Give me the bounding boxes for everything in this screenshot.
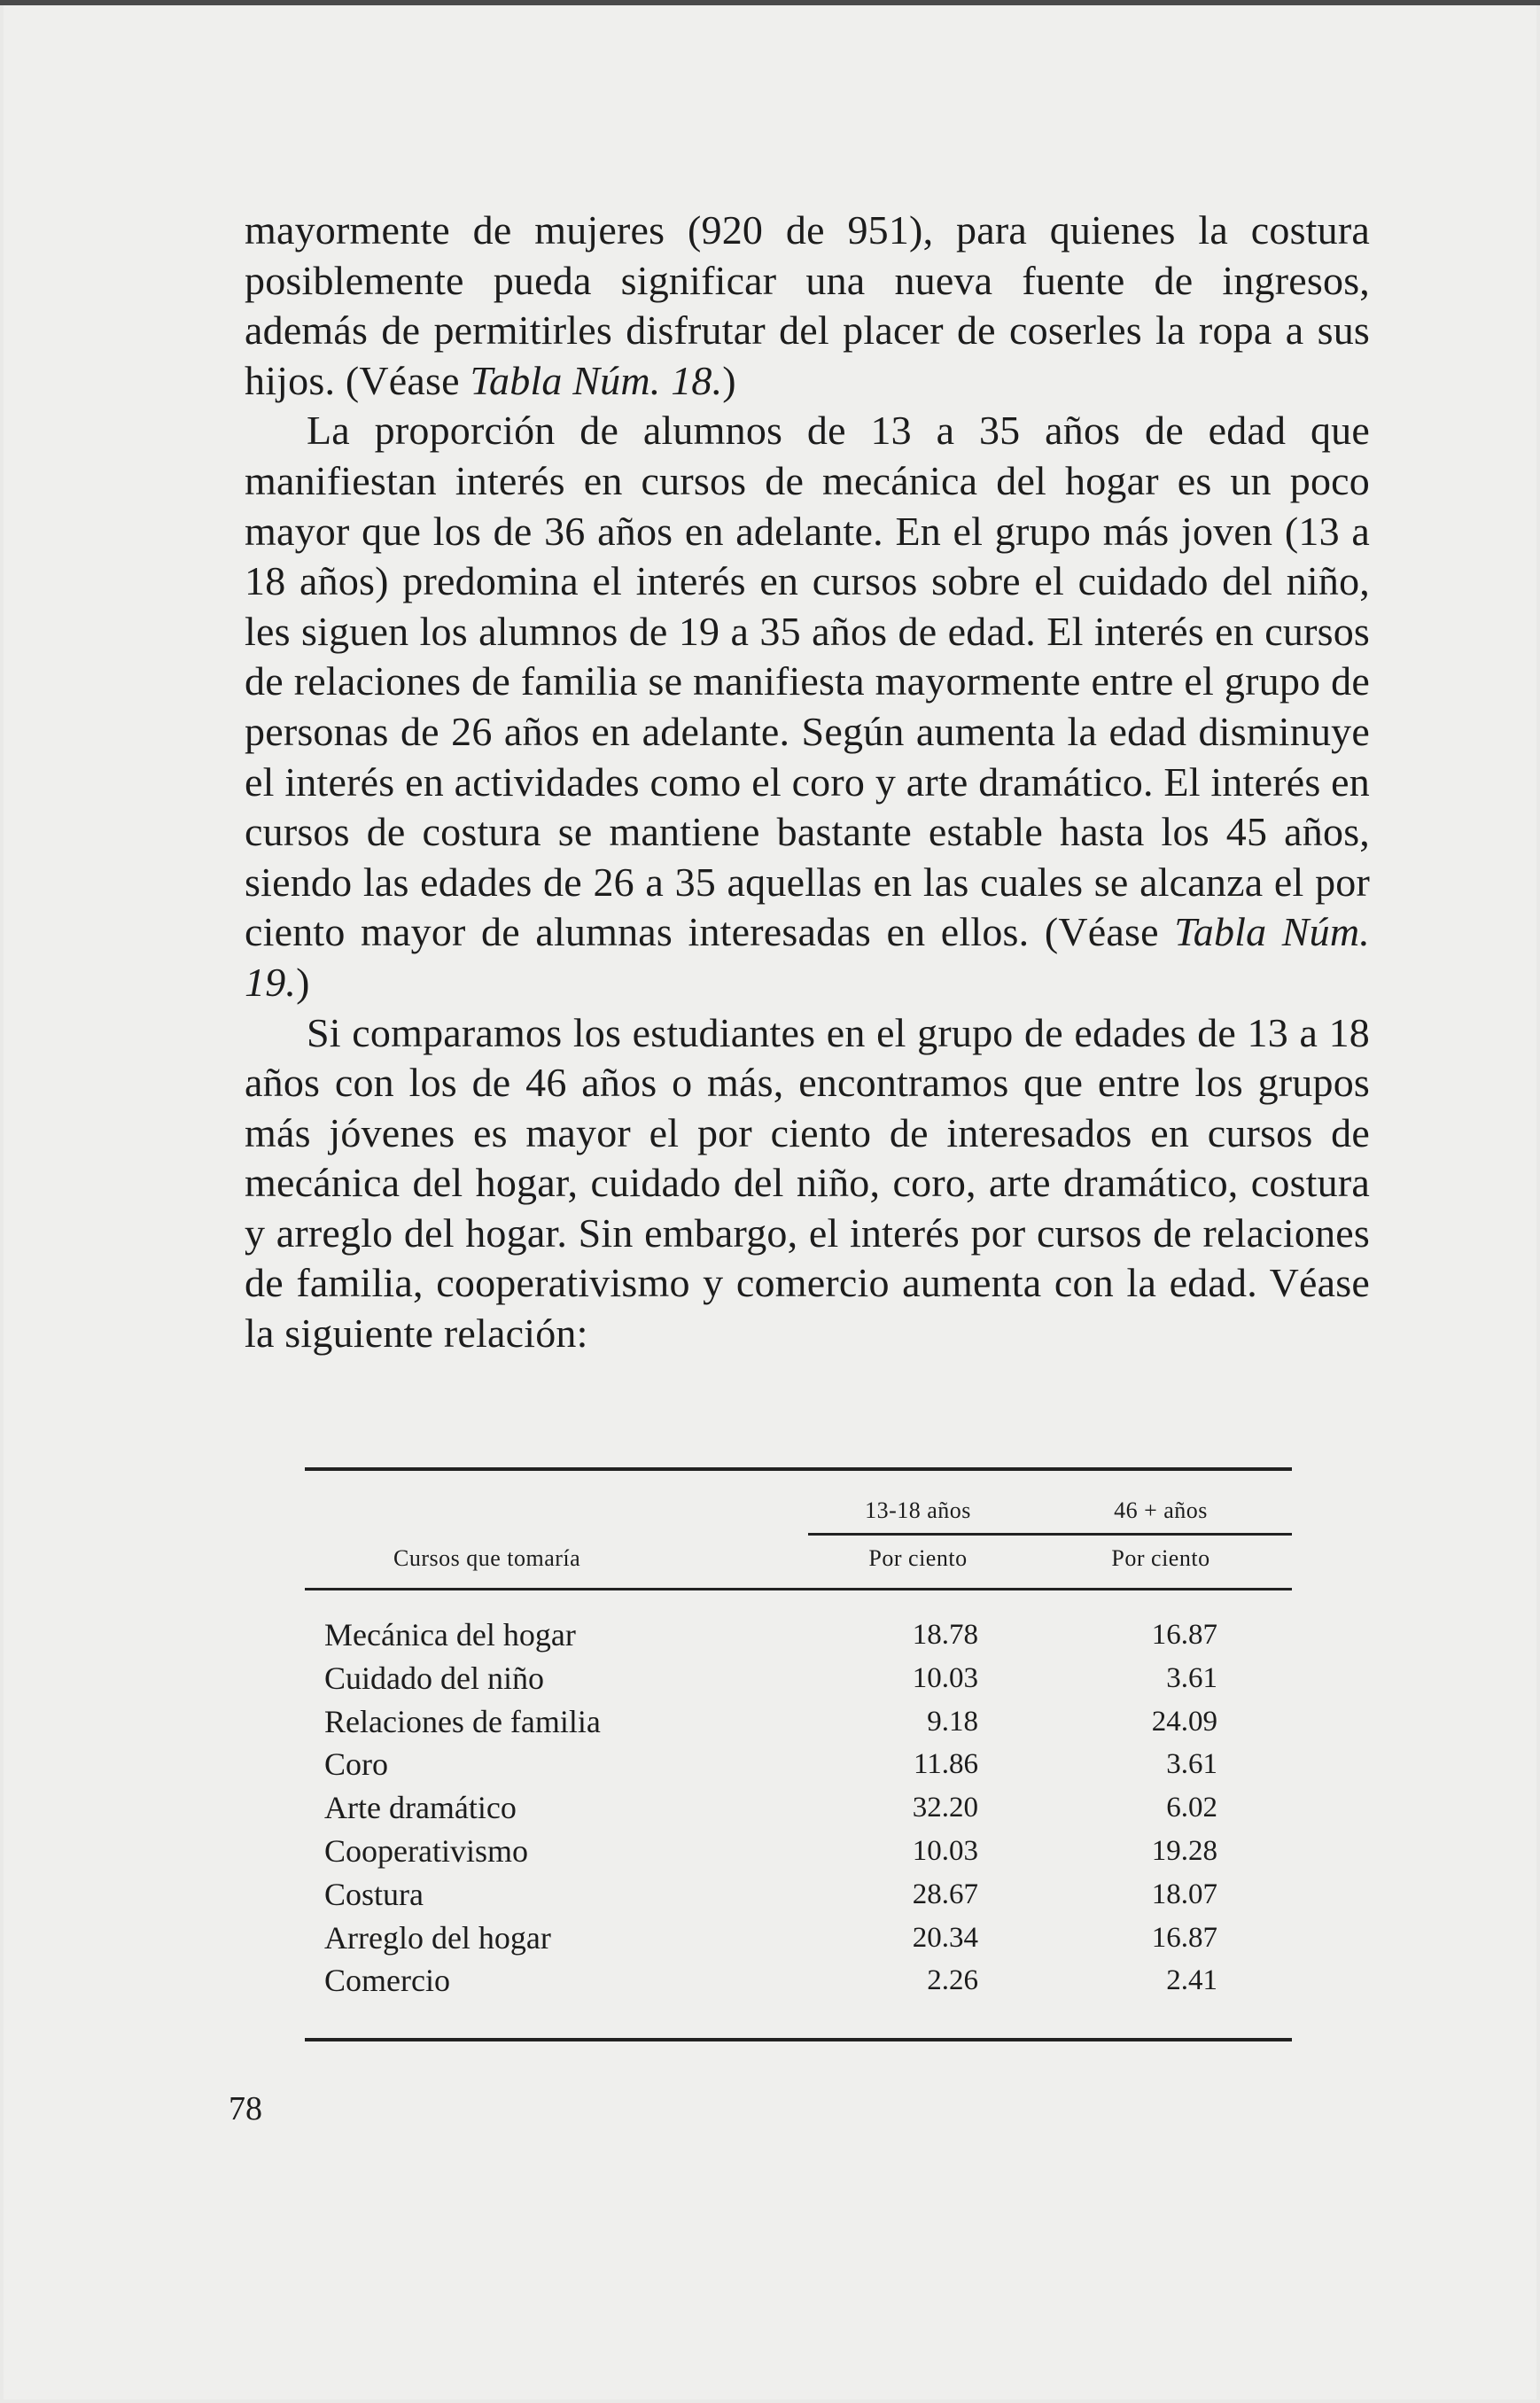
header-age-13-18: 13-18 años [865, 1497, 971, 1523]
row-young-percent: 11.86 [913, 1748, 978, 1781]
table-row [305, 1830, 1292, 1873]
row-course: Mecánica del hogar [324, 1617, 576, 1653]
table-row [305, 1743, 1292, 1786]
table-body [305, 1590, 1292, 2038]
row-course: Coro [324, 1746, 388, 1783]
row-course: Relaciones de familia [324, 1703, 601, 1739]
row-course: Arte dramático [324, 1790, 517, 1826]
page-number: 78 [229, 2090, 262, 2127]
row-young-percent: 28.67 [912, 1878, 978, 1910]
row-young-percent: 2.26 [927, 1964, 978, 1997]
header-percent-old: Por ciento [1111, 1545, 1210, 1571]
row-course: Cuidado del niño [324, 1660, 544, 1696]
table-row [305, 1917, 1292, 1960]
table-row [305, 1700, 1292, 1744]
table-bottom-rule [305, 2038, 1292, 2041]
row-young-percent: 10.03 [912, 1661, 978, 1694]
table-row [305, 1657, 1292, 1700]
row-old-percent: 24.09 [1151, 1705, 1217, 1738]
row-course: Comercio [324, 1963, 450, 1999]
table-header [305, 1471, 1292, 1588]
header-percent-young: Por ciento [868, 1545, 968, 1571]
row-old-percent: 19.28 [1151, 1834, 1217, 1867]
table-row [305, 1959, 1292, 2002]
row-old-percent: 3.61 [1166, 1661, 1217, 1694]
paragraph-1 [245, 206, 1370, 406]
paragraph-1-text: mayormente de mujeres (920 de 951), para quienes la costura posiblemente pueda significar una nueva fuente de ingresos, además de permitirles disfrutar del placer de coserles la ropa a sus hijos. (Véase [245, 207, 1370, 403]
row-course: Cooperativismo [324, 1832, 528, 1869]
header-courses: Cursos que tomaría [393, 1545, 581, 1571]
comparison-table [305, 1467, 1292, 2041]
row-young-percent: 32.20 [912, 1792, 978, 1824]
row-old-percent: 16.87 [1151, 1619, 1217, 1651]
header-spanner-rule [808, 1533, 1292, 1536]
paragraph-2-close: ) [296, 959, 310, 1005]
table-row [305, 1873, 1292, 1917]
row-young-percent: 10.03 [912, 1834, 978, 1867]
row-young-percent: 18.78 [912, 1619, 978, 1651]
paragraph-3 [245, 1008, 1370, 1359]
table-reference-19: Tabla Núm. 19. [245, 909, 1370, 1005]
paragraph-2-text: La proporción de alumnos de 13 a 35 años de edad que manifiestan interés en cursos de mecánica del hogar es un poco mayor que los de 36 años en adelante. En el grupo más joven (13 a 18 años) predomina el interés en cursos sobre el cuidado del niño, les siguen los alumnos de 19 a 35 años de edad. El interés en cursos de relaciones de familia se manifiesta mayormente entre el grupo de personas de 26 años en adelante. Según aumenta la edad disminuye el interés en actividades como el coro y arte dramático. El interés en cursos de costura se mantiene bastante estable hasta los 45 años, siendo las edades de 26 a 35 aquellas en las cuales se alcanza el por ciento mayor de alumnas interesadas en ellos. (Véase [245, 408, 1370, 955]
paragraph-2 [245, 406, 1370, 1007]
table-reference-18: Tabla Núm. 18. [470, 357, 723, 403]
row-old-percent: 6.02 [1166, 1792, 1217, 1824]
row-old-percent: 3.61 [1166, 1748, 1217, 1781]
row-course: Costura [324, 1876, 424, 1912]
table-row [305, 1786, 1292, 1830]
row-young-percent: 9.18 [927, 1705, 978, 1738]
paragraph-3-text: Si comparamos los estudiantes en el grupo de edades de 13 a 18 años con los de 46 años o más, encontramos que entre los grupos más jóvenes es mayor el por ciento de interesados en cursos de mecánica del hogar, cuidado del niño, coro, arte dramático, costura y arreglo del hogar. Sin embargo, el interés por cursos de relaciones de familia, cooperativismo y comercio aumenta con la edad. Véase la siguiente relación: [245, 1009, 1370, 1357]
row-old-percent: 18.07 [1151, 1878, 1217, 1910]
body-text [245, 206, 1370, 1359]
row-old-percent: 2.41 [1166, 1964, 1217, 1997]
paragraph-1-close: ) [722, 357, 736, 403]
row-course: Arreglo del hogar [324, 1919, 551, 1956]
table-row [305, 1614, 1292, 1657]
row-young-percent: 20.34 [912, 1921, 978, 1954]
header-age-46-plus: 46 + años [1114, 1497, 1208, 1523]
row-old-percent: 16.87 [1151, 1921, 1217, 1954]
